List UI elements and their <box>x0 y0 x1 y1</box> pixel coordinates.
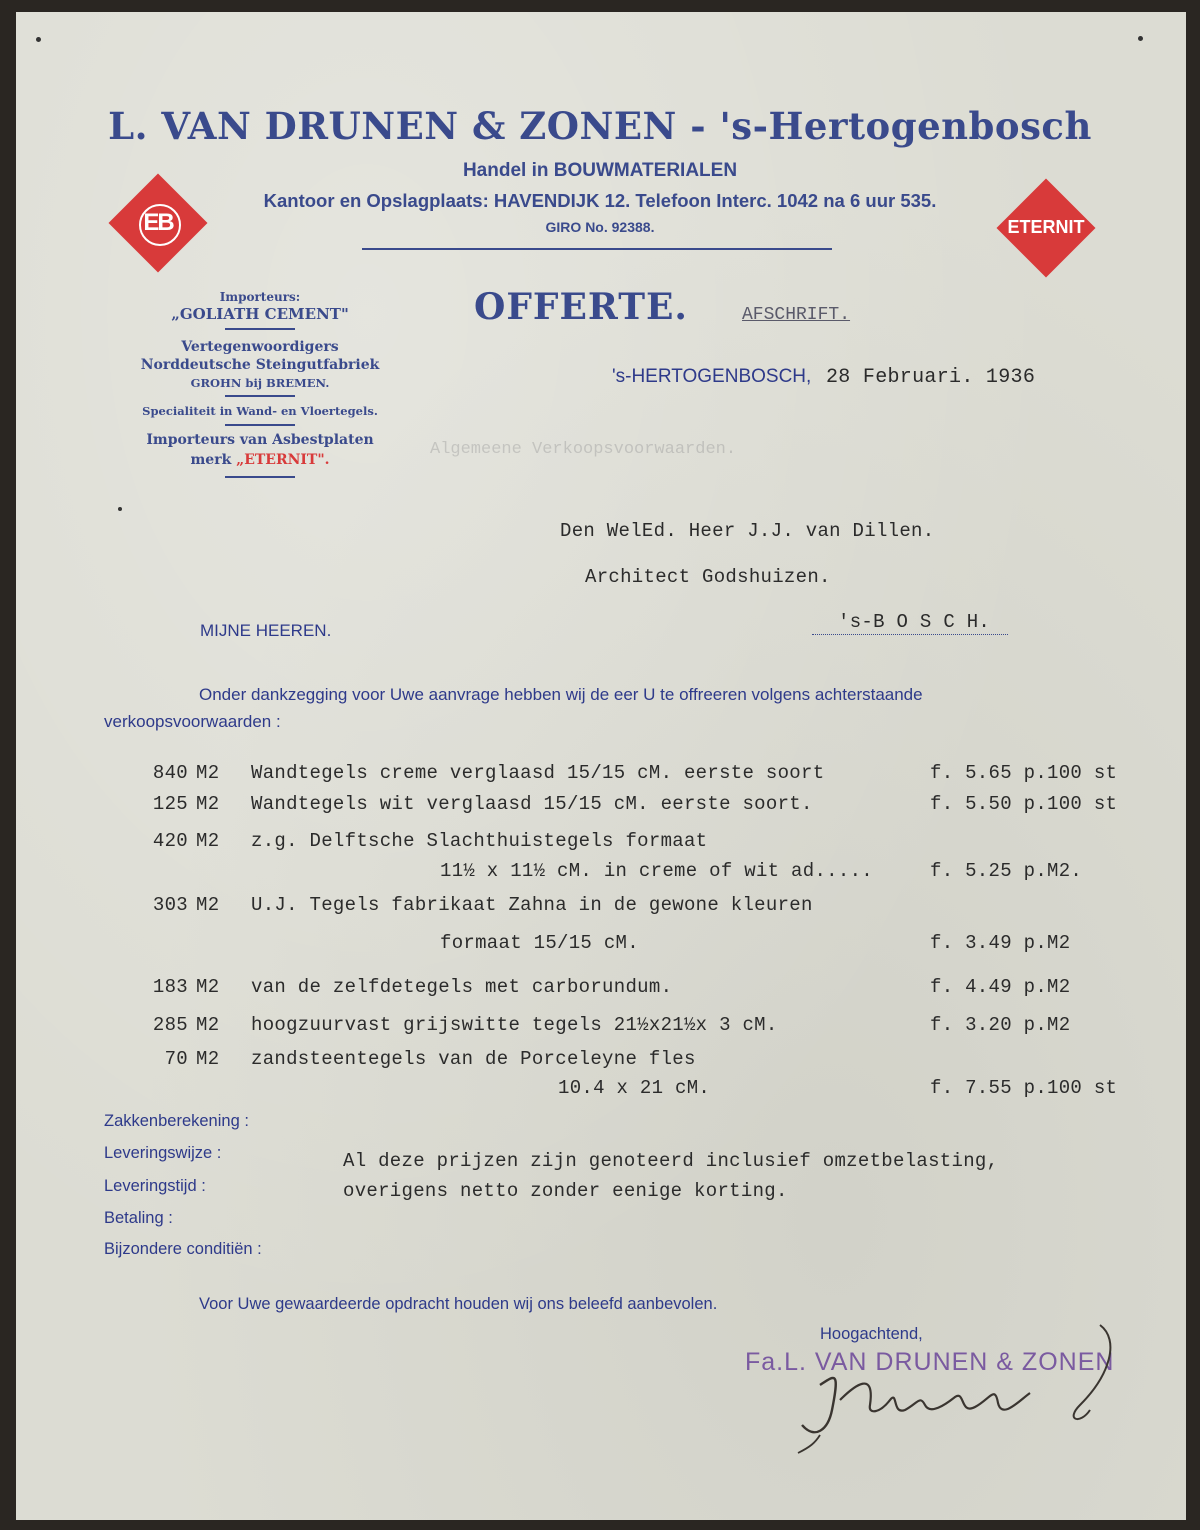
item-qty: 125 <box>152 793 188 815</box>
company-giro: GIRO No. 92388. <box>545 219 655 235</box>
item-qty: 285 <box>152 1014 188 1036</box>
company-trade: Handel in BOUWMATERIALEN <box>462 160 738 181</box>
sidebar-rule-2 <box>225 395 295 397</box>
item-desc: U.J. Tegels fabrikaat Zahna in de gewone kleuren <box>251 894 813 916</box>
sidebar-merk <box>100 452 420 468</box>
sidebar-merk-prefix: merk <box>190 452 232 468</box>
condition-label-betaling: Betaling : <box>104 1209 173 1227</box>
item-qty: 70 <box>164 1048 188 1070</box>
item-qty: 183 <box>152 976 188 998</box>
company-stamp: Fa.L. VAN DRUNEN & ZONEN <box>745 1348 1115 1376</box>
addressee-city-rule <box>812 634 1008 636</box>
item-price: f. 3.49 p.M2 <box>930 932 1071 954</box>
closing-greeting: Hoogachtend, <box>820 1325 923 1343</box>
intro-line-1: Onder dankzegging voor Uwe aanvrage hebben wij de eer U te offreeren volgens achterstaande <box>199 685 923 704</box>
sidebar-asbest: Importeurs van Asbestplaten <box>146 432 374 448</box>
company-address: Kantoor en Opslagplaats: HAVENDIJK 12. Telefoon Interc. 1042 na 6 uur 535. <box>263 190 937 211</box>
letter-date: 28 Februari. 1936 <box>826 366 1036 389</box>
addressee-title: Architect Godshuizen. <box>585 566 831 588</box>
condition-label-leveringstijd: Leveringstijd : <box>104 1177 206 1195</box>
sidebar-merk-brand: „ETERNIT". <box>236 452 330 468</box>
item-unit: M2 <box>196 830 220 852</box>
item-desc-continued: formaat 15/15 cM. <box>440 932 639 954</box>
closing-recommendation: Voor Uwe gewaardeerde opdracht houden wij ons beleefd aanbevolen. <box>199 1295 718 1313</box>
item-desc: Wandtegels wit verglaasd 15/15 cM. eerste soort. <box>251 793 813 815</box>
letterhead-rule <box>362 248 832 250</box>
handwritten-signature <box>780 1315 1140 1465</box>
item-desc: hoogzuurvast grijswitte tegels 21½x21½x 3 cM. <box>251 1014 778 1036</box>
eb-logo-text: EB <box>143 209 173 236</box>
eternit-logo <box>996 178 1096 278</box>
eb-logo <box>108 173 208 273</box>
copy-mark: AFSCHRIFT. <box>742 305 851 325</box>
price-note-line-1: Al deze prijzen zijn genoteerd inclusief omzetbelasting, <box>343 1150 999 1172</box>
addressee-name: Den WelEd. Heer J.J. van Dillen. <box>560 520 935 542</box>
eternit-logo-text: ETERNIT <box>1007 217 1085 237</box>
item-desc: z.g. Delftsche Slachthuistegels formaat <box>251 830 708 852</box>
sidebar-rule-4 <box>225 476 295 478</box>
item-desc: zandsteentegels van de Porceleyne fles <box>251 1048 696 1070</box>
item-desc: Wandtegels creme verglaasd 15/15 cM. eerste soort <box>251 762 825 784</box>
sidebar-importeurs-label: Importeurs: <box>219 290 301 304</box>
sidebar-vertegenwoordigers: Vertegenwoordigers <box>181 339 339 355</box>
item-price: f. 4.49 p.M2 <box>930 976 1071 998</box>
show-through-text: Algemeene Verkoopsvoorwaarden. <box>430 440 737 459</box>
company-name: L. VAN DRUNEN & ZONEN - 's-Hertogenbosch <box>108 104 1092 148</box>
item-price: f. 3.20 p.M2 <box>930 1014 1071 1036</box>
item-qty: 420 <box>152 830 188 852</box>
sidebar-rule-1 <box>225 328 295 330</box>
sidebar-steingut: Norddeutsche Steingutfabriek <box>140 357 380 373</box>
document-title: OFFERTE. <box>474 286 688 328</box>
salutation: MIJNE HEEREN. <box>200 621 332 640</box>
item-qty: 840 <box>152 762 188 784</box>
item-price: f. 5.25 p.M2. <box>930 860 1083 882</box>
item-price: f. 7.55 p.100 st <box>930 1077 1118 1099</box>
item-unit: M2 <box>196 1014 220 1036</box>
sidebar-goliath: „GOLIATH CEMENT" <box>171 305 349 323</box>
item-unit: M2 <box>196 976 220 998</box>
item-unit: M2 <box>196 793 220 815</box>
date-city: 's-HERTOGENBOSCH, <box>612 366 812 387</box>
item-unit: M2 <box>196 762 220 784</box>
item-unit: M2 <box>196 894 220 916</box>
item-price: f. 5.50 p.100 st <box>930 793 1118 815</box>
intro-line-2: verkoopsvoorwaarden : <box>104 712 281 731</box>
item-desc: van de zelfdetegels met carborundum. <box>251 976 673 998</box>
sidebar-specialiteit: Specialiteit in Wand- en Vloertegels. <box>142 404 378 418</box>
punch-hole-top-right <box>1138 36 1143 41</box>
condition-label-bijzondere: Bijzondere conditiën : <box>104 1240 262 1258</box>
item-qty: 303 <box>152 894 188 916</box>
price-note-line-2: overigens netto zonder eenige korting. <box>343 1180 788 1202</box>
addressee-city: 's-B O S C H. <box>838 611 991 633</box>
condition-label-zakkenberekening: Zakkenberekening : <box>104 1112 249 1130</box>
item-desc-continued: 11½ x 11½ cM. in creme of wit ad..... <box>440 860 873 882</box>
item-unit: M2 <box>196 1048 220 1070</box>
punch-mark-left <box>118 507 122 511</box>
item-desc-continued: 10.4 x 21 cM. <box>558 1077 711 1099</box>
punch-hole-top-left <box>36 37 41 42</box>
sidebar-rule-3 <box>225 424 295 426</box>
condition-label-leveringswijze: Leveringswijze : <box>104 1144 222 1162</box>
sidebar-grohn: GROHN bij BREMEN. <box>190 376 330 390</box>
item-price: f. 5.65 p.100 st <box>930 762 1118 784</box>
